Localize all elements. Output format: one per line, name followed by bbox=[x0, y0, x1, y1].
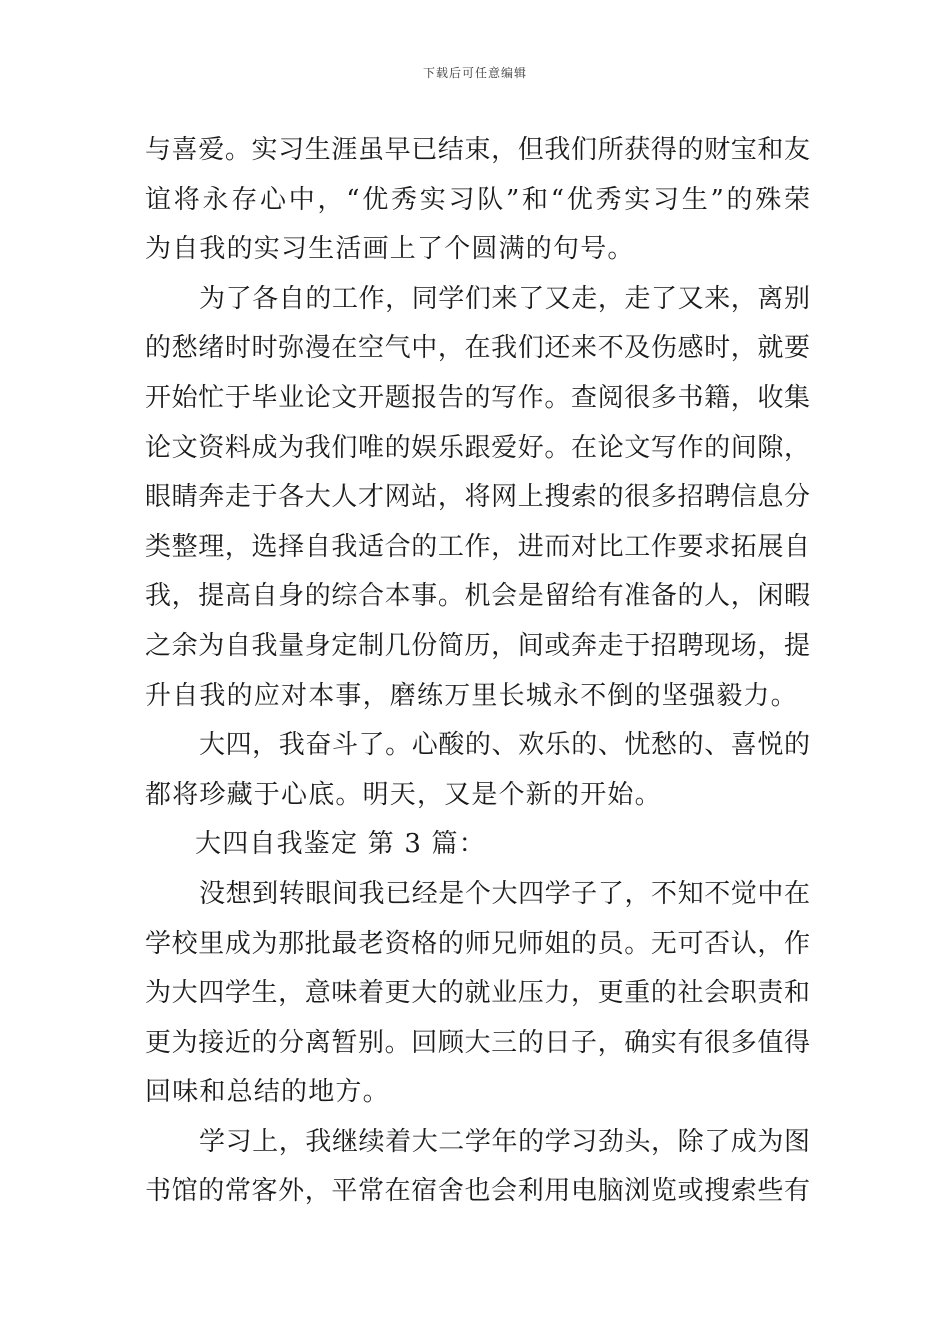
text-line: 论文资料成为我们唯的娱乐跟爱好。在论文写作的间隙， bbox=[145, 432, 810, 463]
text-line: 为大四学生，意味着更大的就业压力，更重的社会职责和 bbox=[145, 978, 810, 1009]
text-line: 类整理，选择自我适合的工作，进而对比工作要求拓展自 bbox=[145, 531, 810, 562]
document-body bbox=[145, 126, 810, 1217]
text-line: 都将珍藏于心底。明天，又是个新的开始。 bbox=[145, 779, 662, 810]
text-line: 开始忙于毕业论文开题报告的写作。查阅很多书籍，收集 bbox=[145, 382, 810, 413]
text-line: 没想到转眼间我已经是个大四学子了，不知不觉中在 bbox=[199, 878, 810, 909]
text-line: 为自我的实习生活画上了个圆满的句号。 bbox=[145, 234, 635, 265]
text-line: 更为接近的分离暂别。回顾大三的日子，确实有很多值得 bbox=[145, 1027, 810, 1058]
text-line: 书馆的常客外，平常在宿舍也会利用电脑浏览或搜索些有 bbox=[145, 1176, 810, 1207]
text-line: 学校里成为那批最老资格的师兄师姐的员。无可否认，作 bbox=[145, 928, 810, 959]
text-line: 眼睛奔走于各大人才网站，将网上搜索的很多招聘信息分 bbox=[145, 482, 810, 513]
text-line: 的愁绪时时弥漫在空气中，在我们还来不及伤感时，就要 bbox=[145, 333, 810, 364]
text-line: 我，提高自身的综合本事。机会是留给有准备的人，闲暇 bbox=[145, 581, 810, 612]
text-line: 之余为自我量身定制几份简历，间或奔走于招聘现场，提 bbox=[145, 630, 810, 661]
text-line: 学习上，我继续着大二学年的学习劲头，除了成为图 bbox=[199, 1126, 810, 1157]
text-line: 与喜爱。实习生涯虽早已结束，但我们所获得的财宝和友 bbox=[145, 135, 810, 165]
text-line: 回味和总结的地方。 bbox=[145, 1077, 390, 1108]
section-heading: 大四自我鉴定 第 3 篇： bbox=[195, 829, 486, 860]
page-header: 下载后可任意编辑 bbox=[422, 66, 527, 80]
text-line: 升自我的应对本事，磨练万里长城永不倒的坚强毅力。 bbox=[145, 680, 798, 711]
text-line: 为了各自的工作，同学们来了又走，走了又来，离别 bbox=[199, 283, 810, 314]
text-line: 谊将永存心中，“优秀实习队”和“优秀实习生”的殊荣 bbox=[145, 184, 810, 215]
text-line: 大四，我奋斗了。心酸的、欢乐的、忧愁的、喜悦的 bbox=[199, 730, 810, 761]
